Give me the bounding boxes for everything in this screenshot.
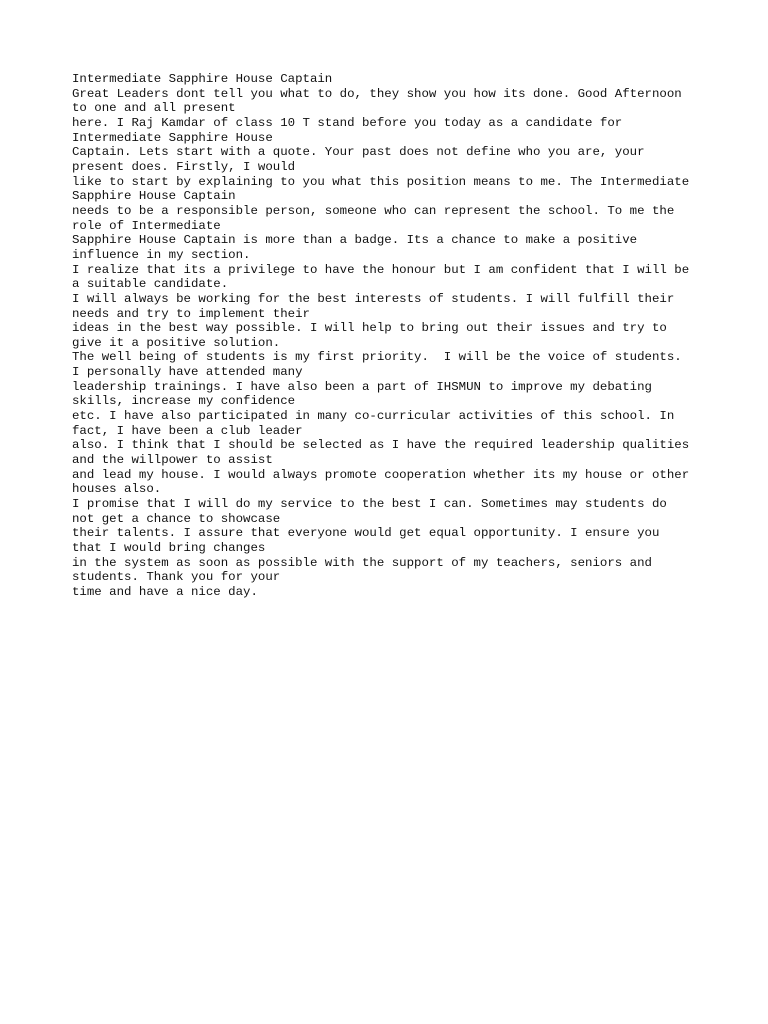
text-line: skills, increase my confidence — [72, 394, 296, 409]
text-line: Sapphire House Captain — [72, 189, 236, 204]
text-line: present does. Firstly, I would — [72, 159, 296, 174]
text-line: Great Leaders dont tell you what to do, they show you how its done. Good Afternoon — [72, 86, 682, 101]
text-line: I realize that its a privilege to have the honour but I am confident that I will be — [72, 262, 690, 277]
text-line: influence in my section. — [72, 247, 251, 262]
text-line: Sapphire House Captain is more than a badge. Its a chance to make a positive — [72, 233, 638, 248]
text-line: time and have a nice day. — [72, 584, 258, 599]
text-line: role of Intermediate — [72, 218, 221, 233]
text-line: houses also. — [72, 482, 162, 497]
text-line: that I would bring changes — [72, 541, 266, 555]
text-line: needs and try to implement their — [72, 306, 310, 321]
text-line: needs to be a responsible person, someone who can represent the school. To me the — [72, 203, 675, 218]
text-line: Captain. Lets start with a quote. Your past does not define who you are, your — [72, 145, 645, 160]
text-line: etc. I have also participated in many co-curricular activities of this school. In — [72, 409, 675, 424]
text-line: leadership trainings. I have also been a part of IHSMUN to improve my debating — [72, 379, 652, 394]
text-line: fact, I have been a club leader — [72, 423, 303, 438]
text-line: give it a positive solution. — [72, 335, 281, 350]
text-line: I will always be working for the best interests of students. I will fulfill their — [72, 291, 675, 306]
text-line: in the system as soon as possible with the support of my teachers, seniors and — [72, 555, 652, 570]
text-line: their talents. I assure that everyone would get equal opportunity. I ensure you — [72, 526, 660, 541]
text-line: I promise that I will do my service to the best I can. Sometimes may students do — [72, 497, 667, 512]
text-line: Intermediate Sapphire House — [72, 130, 273, 145]
document-title-line: Intermediate Sapphire House Captain — [72, 72, 333, 86]
text-line: like to start by explaining to you what this position means to me. The Intermediate — [72, 174, 690, 189]
text-line: also. I think that I should be selected as I have the required leadership qualities — [72, 438, 690, 453]
text-line: a suitable candidate. — [72, 277, 229, 292]
text-line: ideas in the best way possible. I will help to bring out their issues and try to — [72, 321, 667, 336]
text-line: to one and all present — [72, 101, 236, 116]
text-line: here. I Raj Kamdar of class 10 T stand before you today as a candidate for — [72, 115, 623, 130]
text-line: students. Thank you for your — [72, 570, 281, 585]
text-line: and the willpower to assist — [72, 453, 273, 468]
text-line: not get a chance to showcase — [72, 511, 281, 526]
text-line: The well being of students is my first priority. I will be the voice of students. — [72, 350, 682, 365]
text-line: I personally have attended many — [72, 365, 303, 380]
text-line: and lead my house. I would always promote cooperation whether its my house or other — [72, 467, 690, 482]
speech-text-block — [72, 72, 712, 600]
